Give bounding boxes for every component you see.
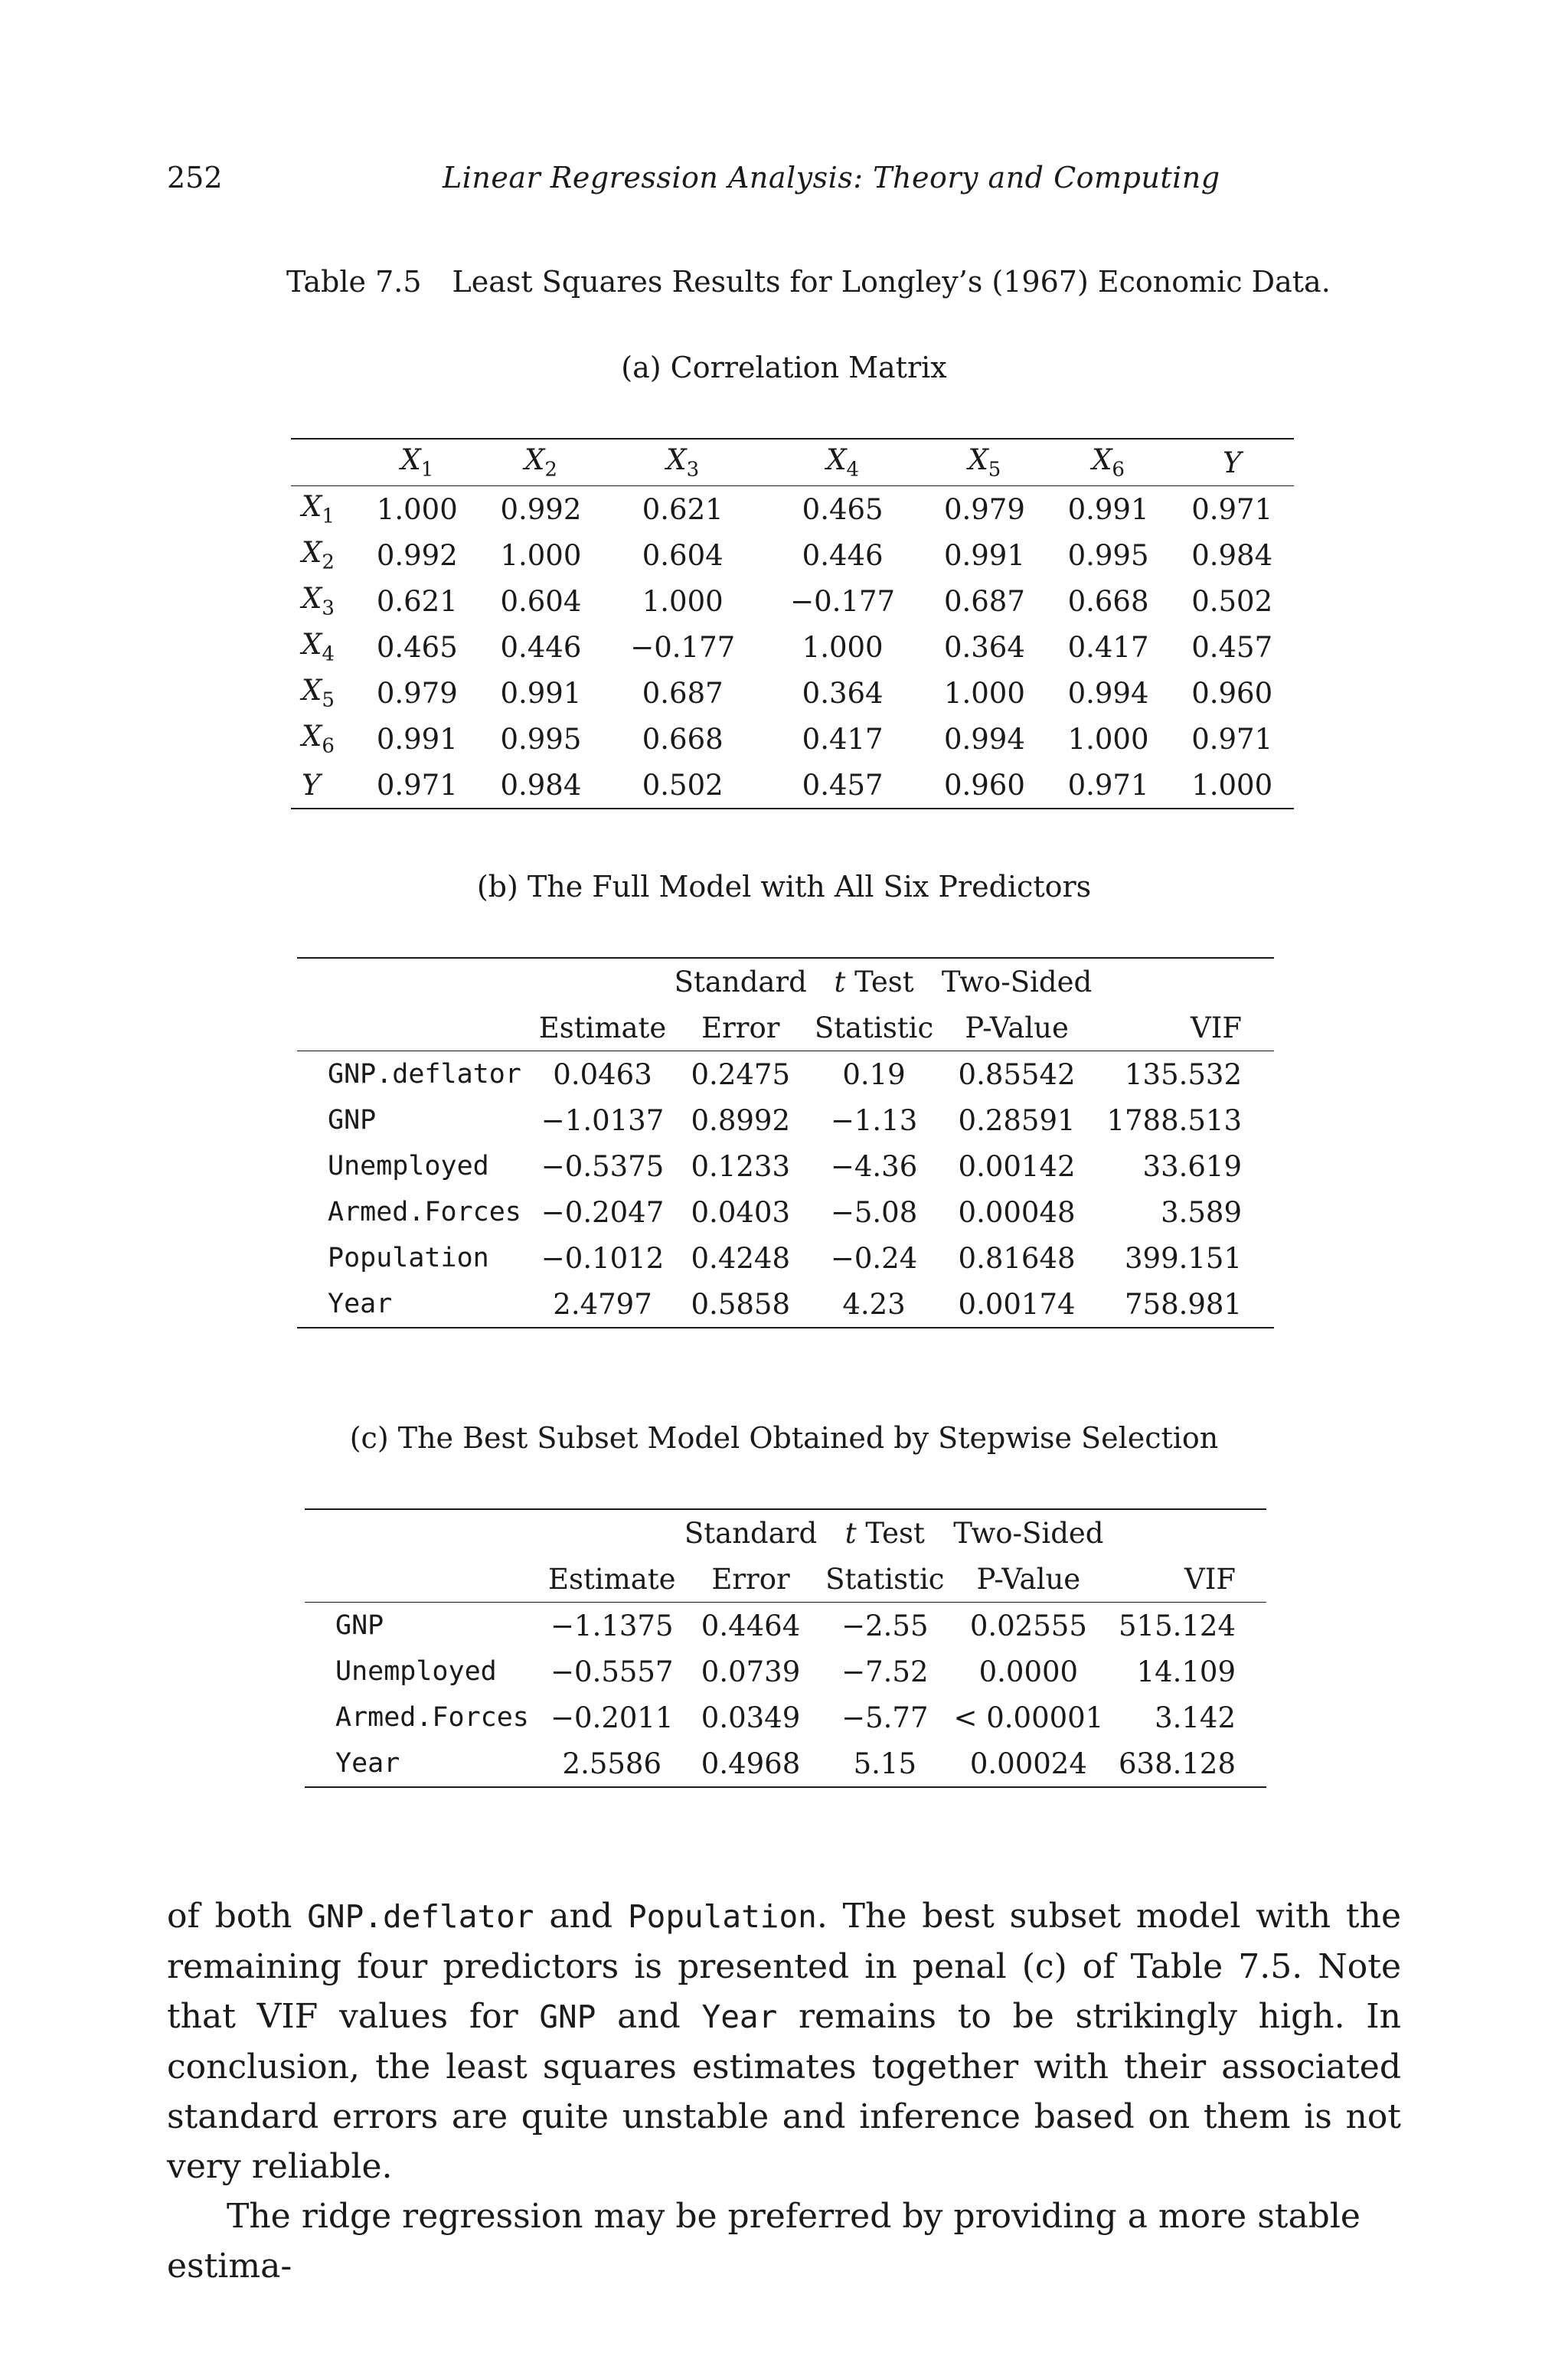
- correlation-cell: 0.687: [943, 584, 1025, 618]
- math-subscript: 1: [420, 458, 434, 482]
- header-cell: Estimate: [544, 1556, 680, 1603]
- correlation-cell: 0.364: [802, 676, 884, 710]
- value-cell: 0.02555: [969, 1609, 1087, 1642]
- table-row: [305, 1740, 1266, 1787]
- variable-name: Armed.Forces: [335, 1702, 529, 1733]
- vif-cell: 399.151: [1124, 1241, 1242, 1275]
- value-cell: −5.08: [830, 1195, 918, 1229]
- correlation-cell: 0.960: [1191, 676, 1273, 710]
- math-subscript: 6: [1112, 458, 1125, 482]
- value-cell: −0.2011: [550, 1701, 674, 1734]
- correlation-cell: 0.971: [1191, 722, 1273, 756]
- math-subscript: 4: [846, 458, 860, 482]
- correlation-cell: 1.000: [1170, 762, 1294, 809]
- correlation-cell: 0.668: [1067, 584, 1149, 618]
- vif-cell: 135.532: [1124, 1057, 1242, 1091]
- subset-model-table: [305, 1508, 1266, 1788]
- row-label: [291, 578, 355, 624]
- correlation-cell: 0.668: [642, 722, 724, 756]
- value-cell: 0.0463: [553, 1057, 652, 1091]
- header-cell: [305, 1556, 544, 1603]
- value-cell: 0.0403: [691, 1195, 790, 1229]
- table-row: [297, 1097, 1274, 1143]
- correlation-cell: 0.604: [500, 584, 582, 618]
- math-subscript: 4: [322, 642, 335, 666]
- page-number: 252: [167, 161, 223, 194]
- table-row: [291, 486, 1294, 533]
- math-symbol: X: [302, 582, 322, 616]
- header-cell: Two-Sided: [949, 1509, 1109, 1556]
- value-cell: −4.36: [830, 1149, 918, 1183]
- correlation-cell: 0.991: [500, 676, 582, 710]
- correlation-cell: 0.971: [355, 762, 479, 809]
- header-cell: [297, 1005, 535, 1051]
- correlation-cell: 0.992: [500, 492, 582, 526]
- value-cell: 0.4248: [691, 1241, 790, 1275]
- vif-cell: 758.981: [1096, 1281, 1274, 1328]
- math-subscript: 6: [322, 734, 335, 758]
- correlation-cell: 0.960: [923, 762, 1047, 809]
- column-header: [479, 439, 603, 486]
- value-cell: −0.5557: [550, 1655, 674, 1688]
- correlation-cell: 1.000: [376, 492, 458, 526]
- running-head: Linear Regression Analysis: Theory and Computing: [443, 161, 1220, 194]
- correlation-cell: 0.995: [500, 722, 582, 756]
- correlation-cell: 0.991: [943, 538, 1025, 572]
- vif-cell: 1788.513: [1106, 1103, 1242, 1137]
- header-cell: Standard: [680, 1509, 822, 1556]
- header-cell: [305, 1509, 544, 1556]
- value-cell: −0.1012: [541, 1241, 665, 1275]
- correlation-cell: 0.446: [802, 538, 884, 572]
- value-cell: 5.15: [822, 1740, 949, 1787]
- vif-cell: 3.142: [1155, 1701, 1236, 1734]
- full-header-row-1: [297, 958, 1274, 1005]
- body-run: of both: [167, 1897, 308, 1936]
- correlation-cell: 0.417: [802, 722, 884, 756]
- value-cell: −1.1375: [550, 1609, 674, 1642]
- correlation-cell: 0.457: [763, 762, 923, 809]
- row-label: [291, 762, 355, 809]
- math-symbol: X: [302, 720, 322, 753]
- header-cell: [297, 958, 535, 1005]
- value-cell: 0.28591: [958, 1103, 1076, 1137]
- value-cell: 0.0349: [701, 1701, 801, 1734]
- math-symbol: X: [968, 443, 988, 477]
- value-cell: 0.19: [842, 1057, 906, 1091]
- value-cell: 0.0000: [978, 1655, 1079, 1688]
- math-symbol: X: [302, 490, 322, 524]
- value-cell: −5.77: [841, 1701, 929, 1734]
- correlation-cell: 0.621: [376, 584, 458, 618]
- inline-code: Year: [701, 1998, 778, 2035]
- row-label: [291, 486, 355, 533]
- value-cell: 0.0739: [701, 1655, 801, 1688]
- value-cell: 0.00174: [937, 1281, 1096, 1328]
- table-row: [305, 1649, 1266, 1694]
- correlation-cell: 0.995: [1067, 538, 1149, 572]
- value-cell: 0.1233: [691, 1149, 790, 1183]
- correlation-cell: 0.971: [1191, 492, 1273, 526]
- math-subscript: 1: [322, 505, 335, 528]
- math-symbol: X: [666, 443, 687, 477]
- table-row: [291, 532, 1294, 578]
- table-caption-label: Table 7.5: [286, 265, 422, 299]
- header-cell: [811, 958, 937, 1005]
- value-cell: 0.00048: [958, 1195, 1076, 1229]
- value-cell: 2.5586: [544, 1740, 680, 1787]
- value-cell: −2.55: [841, 1609, 929, 1642]
- math-symbol: X: [400, 443, 421, 477]
- header-text: Test: [856, 1516, 925, 1550]
- inline-code: GNP.deflator: [307, 1898, 534, 1935]
- value-cell: 2.4797: [535, 1281, 671, 1328]
- math-subscript: 2: [322, 551, 335, 574]
- header-cell: P-Value: [937, 1005, 1096, 1051]
- subset-header-row-1: [305, 1509, 1266, 1556]
- variable-name: GNP.deflator: [328, 1059, 521, 1090]
- value-cell: −0.5375: [541, 1149, 665, 1183]
- value-cell: 0.85542: [958, 1057, 1076, 1091]
- math-subscript: 5: [988, 458, 1001, 482]
- header-cell: [1109, 1509, 1266, 1556]
- math-symbol: X: [302, 628, 322, 662]
- correlation-cell: 0.465: [802, 492, 884, 526]
- variable-name: GNP: [328, 1105, 377, 1136]
- header-cell: Estimate: [535, 1005, 671, 1051]
- column-header: [923, 439, 1047, 486]
- value-cell: 0.8992: [691, 1103, 790, 1137]
- table-row: [305, 1694, 1266, 1740]
- table-row: [297, 1051, 1274, 1098]
- table-row: [291, 716, 1294, 762]
- correlation-cell: 0.457: [1191, 630, 1273, 664]
- panel-c-title: (c) The Best Subset Model Obtained by Stepwise Selection: [349, 1421, 1219, 1455]
- panel-b-title: (b) The Full Model with All Six Predictors: [476, 870, 1092, 904]
- full-model-table: [297, 957, 1274, 1328]
- header-cell: P-Value: [949, 1556, 1109, 1603]
- header-text: Test: [845, 965, 914, 998]
- variable-name: Population: [328, 1243, 489, 1273]
- table-caption: [286, 265, 1331, 299]
- value-cell: −1.0137: [541, 1103, 665, 1137]
- math-symbol: X: [1092, 443, 1112, 477]
- row-label: [291, 716, 355, 762]
- body-paragraph-2: The ridge regression may be preferred by providing a more stable estima-: [167, 2197, 1361, 2286]
- header-cell: [535, 958, 671, 1005]
- variable-name: GNP: [335, 1610, 384, 1641]
- table-row: [297, 1281, 1274, 1328]
- variable-name: Unemployed: [335, 1656, 497, 1687]
- column-header: [355, 439, 479, 486]
- inline-code: Population: [627, 1898, 817, 1935]
- vif-cell: 14.109: [1136, 1655, 1236, 1688]
- corner-cell: [291, 439, 355, 486]
- math-subscript: 3: [322, 596, 335, 620]
- correlation-cell: 0.621: [642, 492, 724, 526]
- value-cell: 0.00024: [949, 1740, 1109, 1787]
- column-header: [763, 439, 923, 486]
- correlation-cell: 1.000: [500, 538, 582, 572]
- correlation-cell: 0.604: [642, 538, 724, 572]
- table-row: [297, 1189, 1274, 1235]
- correlation-cell: 1.000: [802, 630, 884, 664]
- correlation-matrix-table: [291, 438, 1294, 809]
- correlation-cell: 1.000: [642, 584, 724, 618]
- vif-cell: 3.589: [1161, 1195, 1242, 1229]
- vif-cell: 515.124: [1118, 1609, 1236, 1642]
- correlation-cell: −0.177: [630, 630, 736, 664]
- body-run: remains to be strikingly high. In conclusion, the least squares estimates together with their associated standard errors are quite unstable and inference based on them is not very reliable.: [167, 1997, 1401, 2186]
- subset-model-body: [305, 1603, 1266, 1788]
- correlation-cell: 0.992: [376, 538, 458, 572]
- variable-name: Armed.Forces: [328, 1197, 521, 1227]
- value-cell: −1.13: [830, 1103, 918, 1137]
- correlation-cell: 0.994: [943, 722, 1025, 756]
- correlation-cell: 0.502: [603, 762, 763, 809]
- correlation-cell: 0.984: [1191, 538, 1273, 572]
- correlation-cell: 0.971: [1047, 762, 1171, 809]
- correlation-header-row: [291, 439, 1294, 486]
- math-symbol: X: [302, 536, 322, 570]
- header-cell: Statistic: [811, 1005, 937, 1051]
- value-cell: 0.81648: [958, 1241, 1076, 1275]
- header-cell: [1096, 958, 1274, 1005]
- vif-cell: 638.128: [1109, 1740, 1266, 1787]
- value-cell: −7.52: [841, 1655, 929, 1688]
- value-cell: 0.00142: [958, 1149, 1076, 1183]
- correlation-cell: −0.177: [790, 584, 896, 618]
- value-cell: −0.2047: [541, 1195, 665, 1229]
- correlation-cell: 0.417: [1067, 630, 1149, 664]
- correlation-cell: 0.979: [943, 492, 1025, 526]
- row-label: [291, 624, 355, 670]
- full-model-body: [297, 1051, 1274, 1328]
- math-symbol: Y: [302, 768, 321, 802]
- correlation-cell: 1.000: [1067, 722, 1149, 756]
- value-cell: −0.24: [830, 1241, 918, 1275]
- correlation-cell: 0.687: [642, 676, 724, 710]
- subset-header-row-2: [305, 1556, 1266, 1603]
- header-cell: Error: [670, 1005, 811, 1051]
- variable-name: Unemployed: [328, 1151, 489, 1181]
- table-row: [291, 624, 1294, 670]
- correlation-cell: 1.000: [943, 676, 1025, 710]
- header-cell: Two-Sided: [937, 958, 1096, 1005]
- math-symbol: X: [302, 674, 322, 708]
- value-cell: 0.4968: [680, 1740, 822, 1787]
- value-cell: 4.23: [811, 1281, 937, 1328]
- value-cell: 0.4464: [701, 1609, 801, 1642]
- value-cell: < 0.00001: [953, 1701, 1104, 1734]
- table-row: [291, 578, 1294, 624]
- variable-name: Year: [305, 1740, 544, 1787]
- correlation-cell: 0.991: [1067, 492, 1149, 526]
- header-cell: [822, 1509, 949, 1556]
- header-cell: Error: [680, 1556, 822, 1603]
- body-paragraph-1: [167, 1891, 1401, 2191]
- header-cell: Standard: [670, 958, 811, 1005]
- math-subscript: 2: [544, 458, 557, 482]
- column-header: [1047, 439, 1171, 486]
- correlation-cell: 0.991: [376, 722, 458, 756]
- correlation-cell: 0.446: [500, 630, 582, 664]
- table-row: [297, 1235, 1274, 1281]
- column-header: [1170, 439, 1294, 486]
- body-run: and: [534, 1897, 628, 1936]
- table-row: [297, 1143, 1274, 1189]
- row-label: [291, 532, 355, 578]
- correlation-cell: 0.364: [943, 630, 1025, 664]
- correlation-body: [291, 486, 1294, 809]
- row-label: [291, 670, 355, 716]
- correlation-cell: 0.502: [1191, 584, 1273, 618]
- header-cell: VIF: [1109, 1556, 1266, 1603]
- table-caption-text: Least Squares Results for Longley’s (1967) Economic Data.: [452, 265, 1331, 299]
- header-t-symbol: t: [844, 1516, 857, 1550]
- math-symbol: Y: [1222, 446, 1242, 479]
- correlation-cell: 0.979: [376, 676, 458, 710]
- correlation-cell: 0.994: [1067, 676, 1149, 710]
- math-subscript: 5: [322, 688, 335, 712]
- value-cell: 0.2475: [691, 1057, 790, 1091]
- header-t-symbol: t: [834, 965, 846, 998]
- table-row: [291, 762, 1294, 809]
- vif-cell: 33.619: [1142, 1149, 1242, 1183]
- math-symbol: X: [826, 443, 847, 477]
- header-cell: [544, 1509, 680, 1556]
- header-cell: Statistic: [822, 1556, 949, 1603]
- math-subscript: 3: [686, 458, 700, 482]
- table-row: [305, 1603, 1266, 1649]
- body-text: [167, 1891, 1401, 2291]
- header-cell: VIF: [1096, 1005, 1274, 1051]
- column-header: [603, 439, 763, 486]
- full-header-row-2: [297, 1005, 1274, 1051]
- inline-code: GNP: [539, 1998, 596, 2035]
- math-symbol: X: [524, 443, 545, 477]
- body-run: . The best subset model with the remaining four predictors is presented in penal (c) of Table 7.5. Note that VIF values for: [167, 1897, 1401, 2036]
- table-row: [291, 670, 1294, 716]
- panel-a-title: (a) Correlation Matrix: [621, 351, 947, 384]
- value-cell: 0.5858: [670, 1281, 811, 1328]
- variable-name: Year: [297, 1281, 535, 1328]
- correlation-cell: 0.465: [376, 630, 458, 664]
- correlation-cell: 0.984: [479, 762, 603, 809]
- body-run: and: [596, 1997, 702, 2036]
